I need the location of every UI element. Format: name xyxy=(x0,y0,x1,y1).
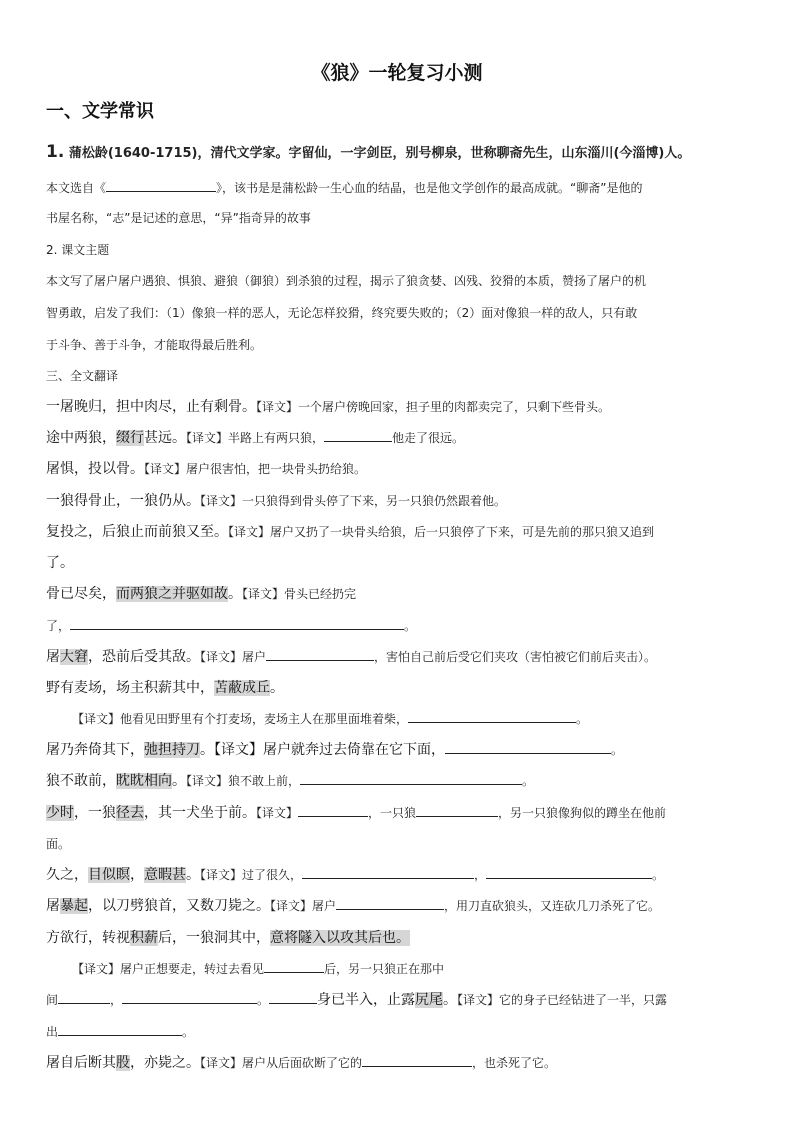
sentence-16-line-2 xyxy=(46,990,667,1010)
source-text: 。 xyxy=(172,773,186,789)
source-text: 复投之，后狼止而前狼又至。 xyxy=(46,524,228,540)
translation-text: 【译文】屠户 xyxy=(270,899,337,913)
sentence-9 xyxy=(72,709,588,729)
translation-text: 【译文】过了很久， xyxy=(200,868,303,882)
source-text: 屠 xyxy=(46,649,60,665)
source-text: 。 xyxy=(228,586,242,602)
source-line xyxy=(46,178,642,198)
sentence-8 xyxy=(46,678,284,698)
answer-blank[interactable] xyxy=(336,896,444,910)
answer-blank[interactable] xyxy=(324,428,392,442)
source-text: 途中两狼， xyxy=(46,430,116,446)
highlighted-phrase: 目似瞑 xyxy=(88,867,130,883)
source-text: 屠乃奔倚其下， xyxy=(46,742,144,758)
translation-text: 【译文】屠户正想要走，转过去看见 xyxy=(72,962,265,976)
sentence-11 xyxy=(46,771,534,791)
text: ， xyxy=(110,993,123,1007)
answer-blank[interactable] xyxy=(445,740,611,754)
text: ， xyxy=(474,868,487,882)
answer-blank[interactable] xyxy=(58,990,110,1004)
source-text: 久之， xyxy=(46,867,88,883)
highlighted-phrase: 苫蔽成丘 xyxy=(214,680,270,696)
source-text: ，恐前后受其敌。 xyxy=(88,649,200,665)
sentence-15 xyxy=(46,928,410,948)
source-text: 甚远。 xyxy=(144,430,186,446)
translation-text: 后，另一只狼正在那中 xyxy=(324,962,445,976)
sentence-5-tail: 了。 xyxy=(46,555,74,571)
text: 。 xyxy=(611,743,624,757)
answer-blank[interactable] xyxy=(70,616,404,630)
page-title: 《狼》一轮复习小测 xyxy=(311,62,483,84)
translation-text: 【译文】屠户很害怕，把一块骨头扔给狼。 xyxy=(144,462,367,476)
sentence-13 xyxy=(46,865,664,885)
source-text: 一狼得骨止，一狼仍从。 xyxy=(46,493,200,509)
source-line-2: 书屋名称，“志”是记述的意思，“异”指奇异的故事 xyxy=(46,211,311,225)
text: 了， xyxy=(46,619,71,633)
answer-blank[interactable] xyxy=(408,709,576,723)
source-text: 。 xyxy=(443,992,458,1008)
text: 出 xyxy=(46,1025,59,1039)
theme-heading: 2. 课文主题 xyxy=(46,243,110,257)
source-text: 屠 xyxy=(46,898,60,914)
text: 本文选自《 xyxy=(46,181,107,195)
answer-blank[interactable] xyxy=(486,865,652,879)
translation-text: 【译文】一只狼得到骨头停了下来，另一只狼仍然跟着他。 xyxy=(200,494,507,508)
highlighted-word: 尻尾 xyxy=(415,992,444,1008)
theme-line: 于斗争、善于斗争，才能取得最后胜利。 xyxy=(46,338,263,352)
translation-text: 【译文】骨头已经扔完 xyxy=(242,587,357,601)
sentence-12-tail: 面。 xyxy=(46,837,71,851)
translation-text: 【译文】半路上有两只狼， xyxy=(186,431,325,445)
answer-blank[interactable] xyxy=(264,959,324,973)
source-text: 狼不敢前， xyxy=(46,773,116,789)
sentence-6-line-2 xyxy=(46,616,416,636)
source-text: 屠惧，投以骨。 xyxy=(46,461,144,477)
translation-text: 【译文】 xyxy=(256,806,299,820)
theme-line: 本文写了屠户屠户遇狼、惧狼、避狼（御狼）到杀狼的过程，揭示了狼贪婪、凶残、狡猾的本质，赞扬了屠户的机 xyxy=(46,274,647,288)
highlighted-phrase: 而两狼之并驱如故 xyxy=(116,586,228,602)
source-text: ，一狼 xyxy=(74,805,116,821)
answer-blank[interactable] xyxy=(362,1053,472,1067)
sentence-2 xyxy=(46,428,464,448)
answer-blank[interactable] xyxy=(266,647,374,661)
translation-text: 【译文】屠户从后面砍断了它的 xyxy=(200,1056,363,1070)
translation-text: 【译文】狼不敢上前， xyxy=(186,774,301,788)
question-text: 蒲松龄(1640-1715)，清代文学家。字留仙，一字剑臣，别号柳泉，世称聊斋先生，山东淄川(今淄博)人。 xyxy=(68,146,691,161)
sentence-16 xyxy=(72,959,444,979)
text: 。 xyxy=(576,712,589,726)
sentence-12 xyxy=(46,803,666,823)
source-text: ， xyxy=(130,867,144,883)
text: 。 xyxy=(404,619,417,633)
translation-text: ，也杀死了它。 xyxy=(472,1056,557,1070)
highlighted-phrase: 意将隧入以攻其后也。 xyxy=(270,930,410,946)
sentence-1 xyxy=(46,397,610,417)
sentence-17 xyxy=(46,1053,556,1073)
answer-blank[interactable] xyxy=(106,178,216,192)
source-text: 身已半入，止露 xyxy=(317,992,416,1008)
sentence-6 xyxy=(46,584,356,604)
translation-text: 【译文】他看见田野里有个打麦场，麦场主人在那里面堆着柴， xyxy=(72,712,409,726)
highlighted-word: 暴起 xyxy=(60,898,88,914)
highlighted-phrase: 弛担持刀 xyxy=(144,742,200,758)
translation-text: 【译文】屠户 xyxy=(200,650,267,664)
translation-text: ，害怕自己前后受它们夹攻（害怕被它们前后夹击）。 xyxy=(374,650,657,664)
question-1 xyxy=(46,142,690,164)
highlighted-phrase: 意暇甚 xyxy=(144,867,186,883)
translation-text: ，一只狼 xyxy=(368,806,417,820)
text: 》，该书是是蒲松龄一生心血的结晶，也是他文学创作的最高成就。“聊斋”是他的 xyxy=(216,181,643,195)
source-text: ，以刀劈狼首，又数刀毙之。 xyxy=(88,898,270,914)
translation-text: 【译文】屠户就奔过去倚靠在它下面， xyxy=(214,742,445,758)
answer-blank[interactable] xyxy=(269,990,317,1004)
translation-text: 【译文】屠户又扔了一块骨头给狼，后一只狼停了下来，可是先前的那只狼又追到 xyxy=(228,525,655,539)
highlighted-phrase: 眈眈相向 xyxy=(116,773,172,789)
sentence-10 xyxy=(46,740,623,760)
answer-blank[interactable] xyxy=(300,771,522,785)
section-heading-literature: 一、文学常识 xyxy=(46,101,154,122)
highlighted-word: 积薪 xyxy=(130,930,158,946)
source-text: 。 xyxy=(270,680,284,696)
question-number: 1. xyxy=(46,142,65,162)
text: 。 xyxy=(182,1025,195,1039)
translation-text: ，另一只狼像狗似的蹲坐在他前 xyxy=(498,806,667,820)
answer-blank[interactable] xyxy=(416,803,498,817)
source-text: 骨已尽矣， xyxy=(46,586,116,602)
text: 。 xyxy=(257,993,270,1007)
source-text: ，其一犬坐于前。 xyxy=(144,805,256,821)
sentence-3 xyxy=(46,459,366,479)
answer-blank[interactable] xyxy=(302,865,474,879)
sentence-16-line-3 xyxy=(46,1022,194,1042)
highlighted-word: 缀行 xyxy=(116,430,144,446)
translation-text: 【译文】一个屠户傍晚回家，担子里的肉都卖完了，只剩下些骨头。 xyxy=(256,400,611,414)
text: 。 xyxy=(652,868,665,882)
text: 间 xyxy=(46,993,59,1007)
translation-text: 【译文】它的身子已经钻进了一半，只露 xyxy=(457,993,668,1007)
source-text: 。 xyxy=(200,742,214,758)
source-text: 野有麦场，场主积薪其中， xyxy=(46,680,214,696)
theme-line: 智勇敢，启发了我们：（1）像狼一样的恶人，无论怎样狡猾，终究要失败的；（2）面对像狼一样的敌人，只有敢 xyxy=(46,306,638,320)
translation-text: ，用刀直砍狼头，又连砍几刀杀死了它。 xyxy=(444,899,661,913)
answer-blank[interactable] xyxy=(298,803,368,817)
source-text: 。 xyxy=(186,867,200,883)
source-text: ，亦毙之。 xyxy=(130,1055,200,1071)
highlighted-word: 少时 xyxy=(46,805,74,821)
sentence-7 xyxy=(46,647,656,667)
highlighted-word: 径去 xyxy=(116,805,144,821)
source-text: 一屠晚归，担中肉尽，止有剩骨。 xyxy=(46,399,256,415)
section-heading-translation: 三、全文翻译 xyxy=(46,369,119,383)
source-text: 屠自后断其 xyxy=(46,1055,116,1071)
answer-blank[interactable] xyxy=(58,1022,182,1036)
sentence-5 xyxy=(46,522,654,542)
text: 。 xyxy=(522,774,535,788)
highlighted-word: 股 xyxy=(116,1055,130,1071)
source-text: 后，一狼洞其中， xyxy=(158,930,270,946)
source-text: 方欲行，转视 xyxy=(46,930,130,946)
highlighted-word: 大窘 xyxy=(60,649,88,665)
answer-blank[interactable] xyxy=(122,990,257,1004)
translation-text: 他走了很远。 xyxy=(392,431,465,445)
sentence-14 xyxy=(46,896,660,916)
sentence-4 xyxy=(46,491,506,511)
